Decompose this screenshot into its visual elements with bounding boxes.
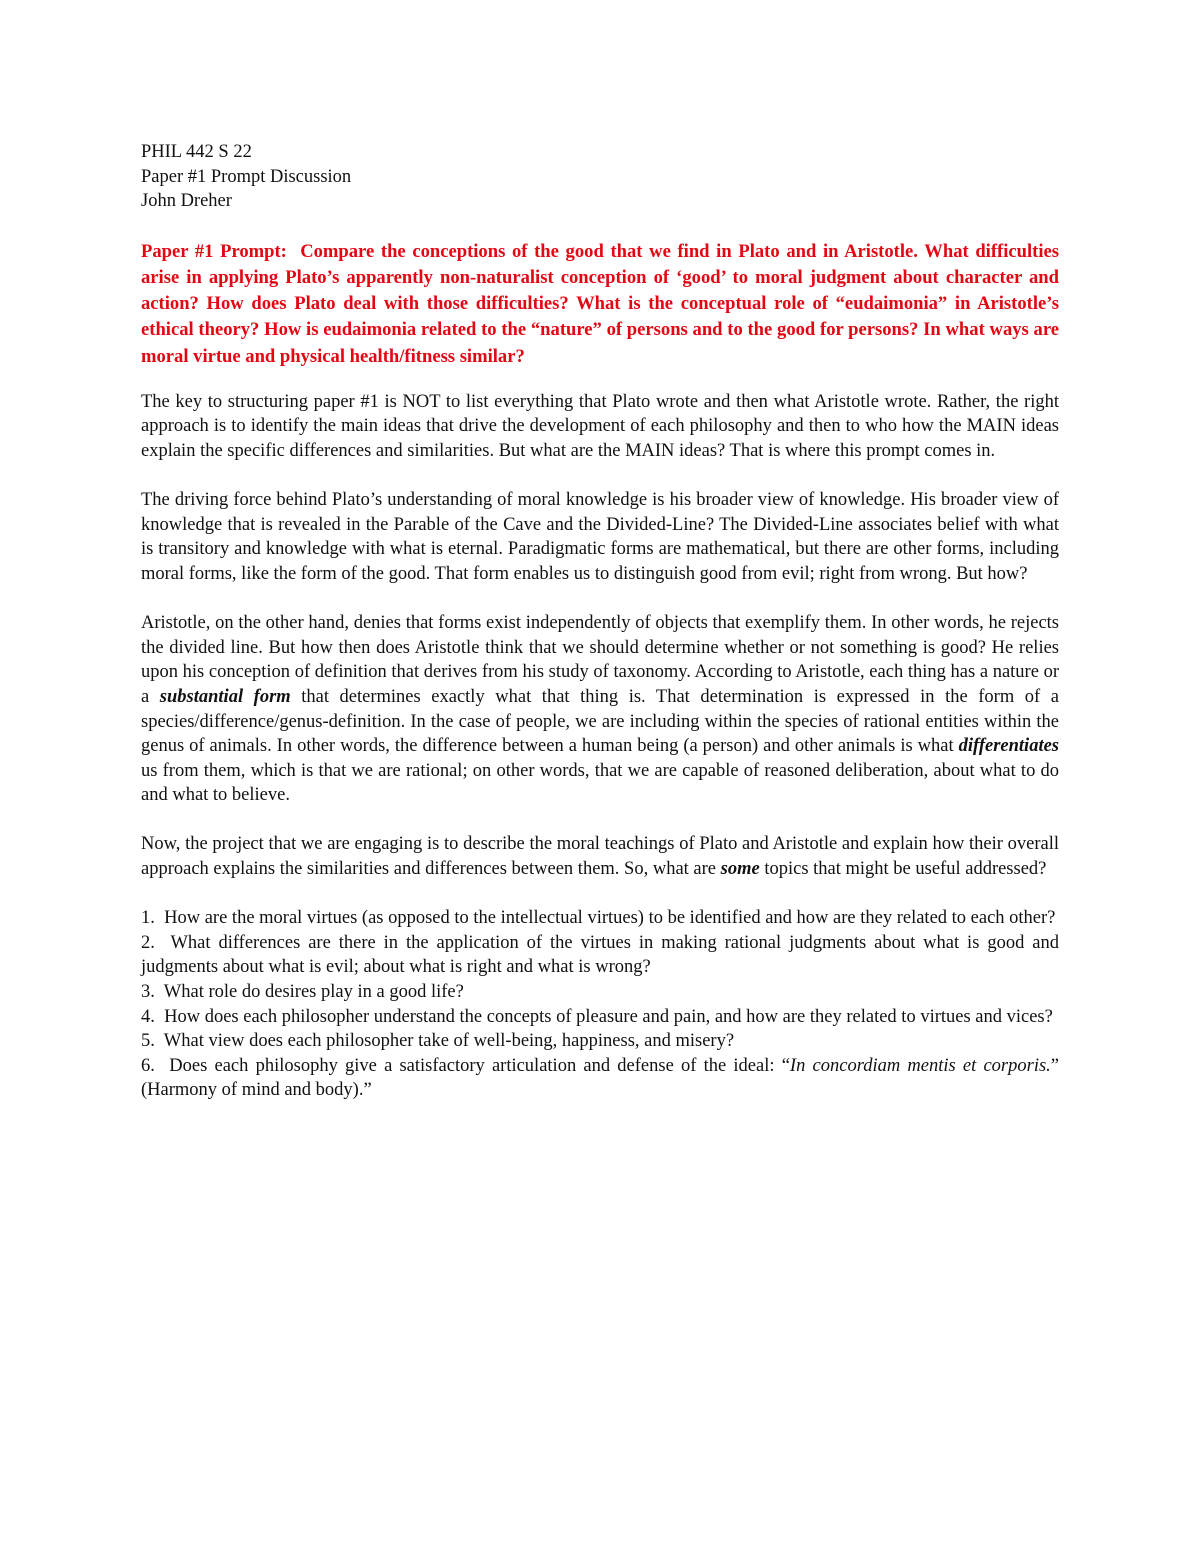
aristotle-text-b: that determines exactly what that thing is. That determination is expressed in the form of a species/difference/genus-definition. In the case of people, we are including within the species of rational entities within the genus of animals. In other words, the difference between a human being (a person) and other animals is what: [141, 686, 1059, 757]
list-item: [141, 980, 1059, 1005]
aristotle-text-a: Aristotle, on the other hand, denies that forms exist independently of objects that exemplify them. In other words, he rejects the divided line. But how then does Aristotle think that we should determine whether or not something is good? He relies upon his conception of definition that derives from his study of taxonomy. According to Aristotle, each thing has a nature or a: [141, 613, 1059, 707]
paragraph-project: [141, 832, 1059, 881]
project-text-b: topics that might be useful addressed?: [764, 859, 1047, 880]
list-item-tail: ” (Harmony of mind and body).”: [141, 1055, 1060, 1101]
aristotle-text-c: us from them, which is that we are rational; on other words, that we are capable of reasoned deliberation, about what to do and what to believe.: [141, 760, 1059, 806]
list-item-text: What role do desires play in a good life?: [163, 982, 464, 1003]
list-item-text: How are the moral virtues (as opposed to the intellectual virtues) to be identified and how are they related to each other?: [164, 908, 1056, 929]
document-page: [141, 140, 1059, 1103]
list-item-number: 4.: [141, 1006, 155, 1027]
list-item-number: 5.: [141, 1031, 155, 1052]
list-item-number: 1.: [141, 908, 155, 929]
paragraph-structure: The key to structuring paper #1 is NOT to list everything that Plato wrote and then what Aristotle wrote. Rather, the right approach is to identify the main ideas that drive the development of each philosophy and then to who how the MAIN ideas explain the specific differences and similarities. But what are the MAIN ideas? That is where this prompt comes in.: [141, 391, 1059, 461]
emphasis-some: some: [720, 859, 760, 880]
list-item-text: How does each philosopher understand the concepts of pleasure and pain, and how are they related to virtues and vices?: [164, 1006, 1053, 1027]
document-header: [141, 140, 1059, 214]
paper-prompt: [141, 239, 1059, 370]
list-item-number: 2.: [141, 932, 155, 953]
project-text-a: Now, the project that we are engaging is to describe the moral teachings of Plato and Aristotle and explain how their overall approach explains the similarities and differences between them. So, what are: [141, 834, 1059, 880]
list-item-text: What view does each philosopher take of well-being, happiness, and misery?: [163, 1031, 735, 1052]
list-item-text: Does each philosophy give a satisfactory articulation and defense of the ideal: “: [169, 1055, 790, 1076]
emphasis-substantial-form: substantial form: [159, 686, 291, 707]
list-item: [141, 931, 1059, 980]
list-item-number: 3.: [141, 982, 155, 1003]
paragraph-plato: The driving force behind Plato’s understanding of moral knowledge is his broader view of knowledge. His broader view of knowledge that is revealed in the Parable of the Cave and the Divided-Line? The Divided-Line associates belief with what is transitory and knowledge with what is eternal. Paradigmatic forms are mathematical, but there are other forms, including moral forms, like the form of the good. That form enables us to distinguish good from evil; right from wrong. But how?: [141, 490, 1059, 584]
list-item: [141, 1054, 1059, 1103]
list-item-text: What differences are there in the application of the virtues in making rational judgments about what is good and judgments about what is evil; about what is right and what is wrong?: [141, 932, 1059, 978]
course-code: PHIL 442 S 22: [141, 142, 252, 162]
list-item: [141, 1005, 1059, 1030]
author-name: John Dreher: [141, 191, 232, 212]
prompt-text: Compare the conceptions of the good that we find in Plato and in Aristotle. What difficulties arise in applying Plato’s apparently non-naturalist conception of ‘good’ to moral judgment about character and action? How does Plato deal with those difficulties? What is the conceptual role of “eudaimonia” in Aristotle’s ethical theory? How is eudaimonia related to the “nature” of persons and to the good for persons? In what ways are moral virtue and physical health/fitness similar?: [141, 240, 1060, 367]
list-item: [141, 1029, 1059, 1054]
document-title: Paper #1 Prompt Discussion: [141, 166, 352, 187]
list-item-number: 6.: [141, 1055, 155, 1076]
emphasis-differentiates: differentiates: [958, 736, 1059, 757]
latin-phrase: In concordiam mentis et corporis.: [789, 1055, 1051, 1076]
topics-list: [141, 906, 1059, 1103]
prompt-label: Paper #1 Prompt:: [141, 240, 287, 262]
paragraph-aristotle: [141, 611, 1059, 808]
list-item: [141, 906, 1059, 931]
